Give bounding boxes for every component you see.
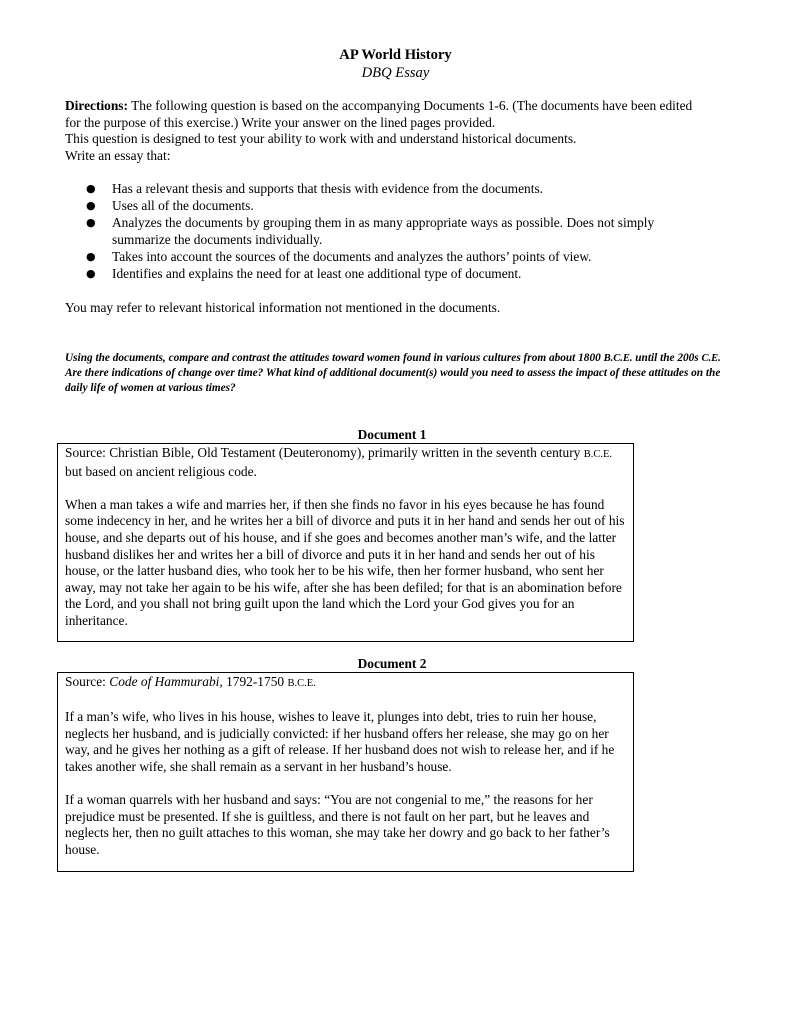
list-item	[84, 266, 704, 283]
directions-block	[65, 98, 705, 164]
page-subtitle: DBQ Essay	[361, 65, 430, 81]
document-2-text-2: If a woman quarrels with her husband and says: “You are not congenial to me,” the reasons for her prejudice must be presented. If she is guiltless, and there is not fault on her part, but he leaves and neglects her, then no guilt attaches to this woman, she may take her dowry and go back to her father’s house.	[65, 792, 610, 857]
list-item-text: Identifies and explains the need for at least one additional type of document.	[112, 265, 522, 281]
prompt-era: B.C.E.	[603, 353, 633, 364]
list-item	[84, 249, 704, 266]
bullet-dot-icon: ●	[86, 216, 96, 230]
list-item	[84, 181, 704, 198]
list-item-text: Takes into account the sources of the documents and analyzes the authors’ points of view.	[112, 248, 592, 264]
bullet-dot-icon: ●	[86, 182, 96, 195]
directions-text: The following question is based on the accompanying Documents 1-6. (The documents have been edited for the purpose of this exercise.) Write your answer on the lined pages provided.	[65, 98, 693, 130]
source-text: Source: Christian Bible, Old Testament (Deuteronomy), primarily written in the seventh century	[65, 445, 584, 460]
closing-note: You may refer to relevant historical information not mentioned in the documents.	[65, 300, 501, 315]
document-2-text-1: If a man’s wife, who lives in his house, wishes to leave it, plunges into debt, tries to ruin her house, neglects her husband, and is judicially convicted: if her husband offers her release, she may go on her way, and he gives her nothing as a gift of release. If her husband does not wish to release her, and if he takes another wife, she shall remain as a servant in her husband’s house.	[65, 709, 615, 774]
source-text: Source:	[65, 674, 110, 689]
list-item-text: Uses all of the documents.	[112, 198, 254, 214]
prompt-text: until the 200s	[632, 352, 702, 364]
source-work-title: Code of Hammurabi,	[109, 674, 223, 689]
source-text: 1792-1750	[222, 674, 288, 689]
prompt-text: Are there indications of change over time? What kind of additional document(s) would you need to assess the impact of these attitudes on the daily life of women at various times?	[65, 367, 721, 394]
document-1-text: When a man takes a wife and marries her, if then she finds no favor in his eyes because he has found some indecency in her, and he writes her a bill of divorce and puts it in her hand and sends her out of his house, and she departs out of his house, and if she goes and becomes another man’s wife, and the latter husband dislikes her and writes her a bill of divorce and puts it in her hand and sends her out of his house, or the latter husband dies, who took her to be his wife, then her former husband, who sent her away, may not take her again to be his wife, after she has been defiled; for that is an abomination before the Lord, and you shall not bring guilt upon the land which the Lord your God gives you for an inheritance.	[65, 496, 625, 628]
bullet-dot-icon: ●	[86, 249, 96, 263]
document-2-box	[57, 672, 634, 872]
list-item-text: Has a relevant thesis and supports that thesis with evidence from the documents.	[112, 181, 543, 196]
source-era: B.C.E.	[583, 449, 612, 460]
bullet-dot-icon: ●	[86, 199, 96, 213]
list-item	[84, 198, 704, 215]
document-1-title: Document 1	[357, 427, 427, 442]
list-item-text: Analyzes the documents by grouping them in as many appropriate ways as possible. Does not simply summarize the documents individually.	[112, 215, 655, 247]
prompt-text: Using the documents, compare and contrast the attitudes toward women found in various cultures from about 1800	[65, 352, 604, 364]
source-era: B.C.E.	[287, 678, 316, 689]
bullet-dot-icon: ●	[86, 266, 96, 280]
essay-prompt	[65, 351, 737, 395]
essay-requirements-list	[84, 181, 704, 283]
source-text: but based on ancient religious code.	[65, 463, 257, 479]
directions-paragraph	[65, 98, 705, 131]
directions-essay-intro: Write an essay that:	[65, 147, 171, 163]
document-2-source	[65, 674, 629, 693]
document-2-title: Document 2	[357, 656, 427, 671]
directions-label: Directions:	[65, 98, 128, 113]
prompt-era: C.E.	[701, 353, 721, 364]
page-title: AP World History	[339, 47, 452, 63]
document-1-source	[65, 445, 629, 480]
directions-purpose: This question is designed to test your ability to work with and understand historical documents.	[65, 131, 577, 147]
document-1-box	[57, 443, 634, 642]
list-item	[84, 215, 704, 248]
